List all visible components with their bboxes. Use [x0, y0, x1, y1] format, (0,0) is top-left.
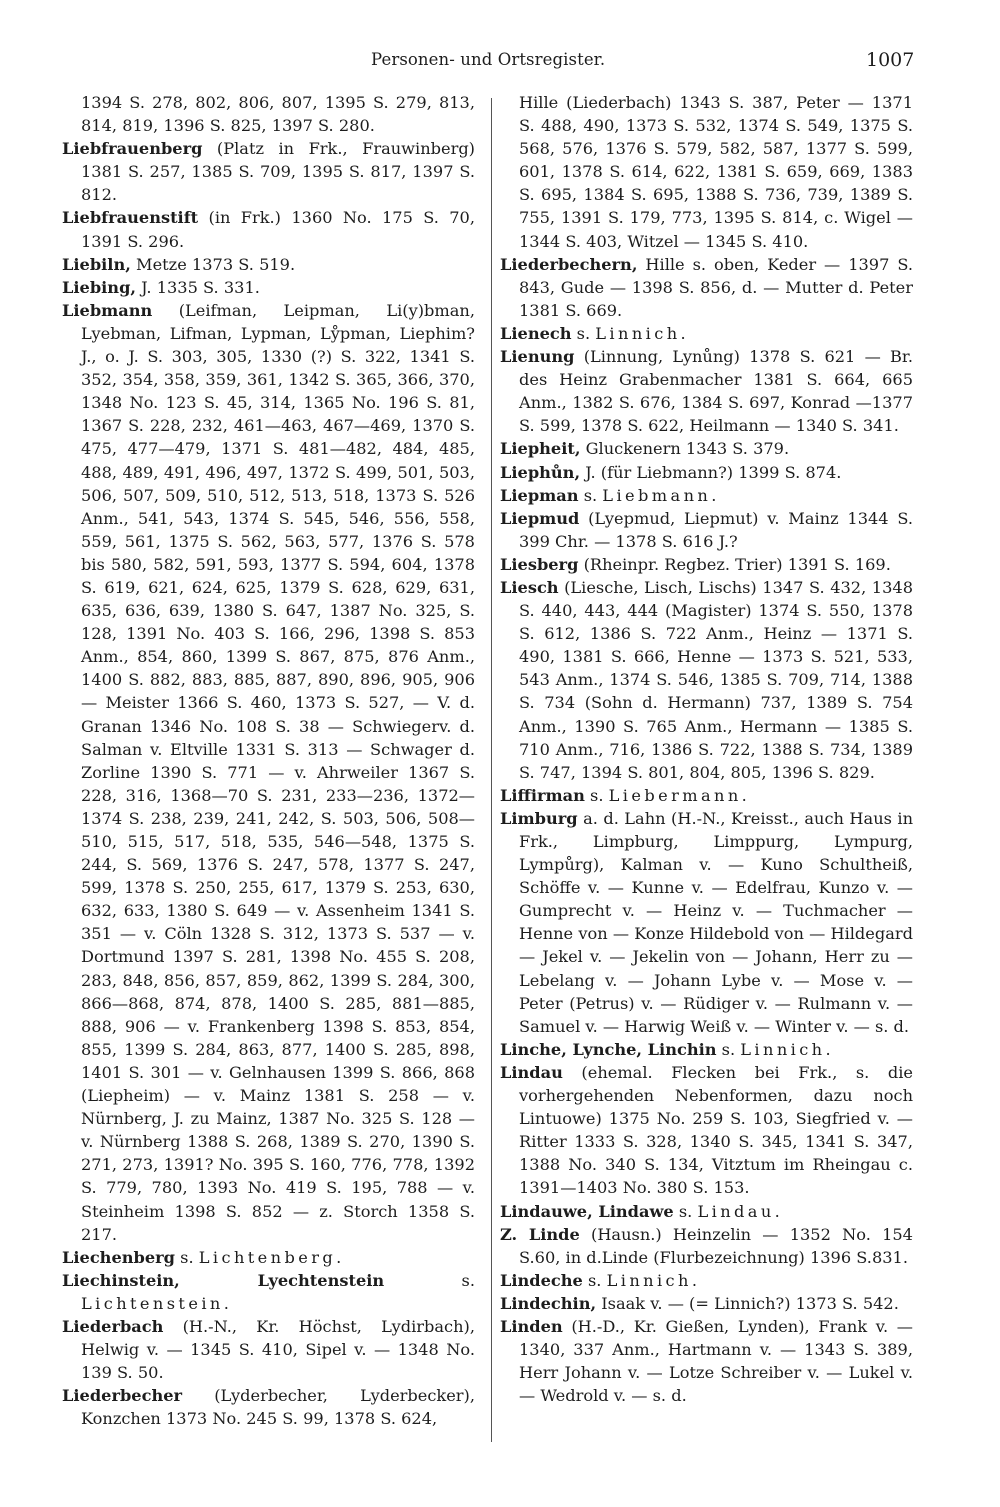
entry-headword: Limburg — [500, 808, 578, 828]
index-entry — [62, 1315, 475, 1384]
cross-reference: Linnich. — [595, 323, 690, 343]
entry-headword: Lindeche — [500, 1270, 583, 1290]
cross-reference: Liebermann. — [608, 785, 751, 805]
entry-text: s. — [571, 323, 596, 343]
entry-text: Hille s. oben, Keder — 1397 S. 843, Gude — 1398 S. 856, d. — Mutter d. Peter 1381 S. 669. — [519, 254, 913, 320]
index-entry — [62, 206, 475, 252]
entry-text: 1394 S. 278, 802, 806, 807, 1395 S. 279, 813, 814, 819, 1396 S. 825, 1397 S. 280. — [81, 93, 475, 136]
entry-text: (Liesche, Lisch, Lischs) 1347 S. 432, 1348 S. 440, 443, 444 (Magister) 1374 S. 550, 1378 S. 612, 1386 S. 722 Anm., Heinz — 1371 S. 490, 1381 S. 666, Henne — 1373 S. 521, 533, 543 Anm., 1374 S. 546, 1385 S. 709, 714, 1388 S. 734 (Sohn d. Hermann) 737, 1389 S. 754 Anm., 1390 S. 765 Anm., Hermann — 1385 S. 710 Anm., 716, 1386 S. 722, 1388 S. 734, 1389 S. 747, 1394 S. 801, 804, 805, 1396 S. 829. — [519, 577, 913, 782]
index-entry — [500, 1038, 913, 1061]
entry-headword: Liepman — [500, 485, 579, 505]
index-entry — [62, 299, 475, 1246]
cross-reference: Liebmann. — [602, 485, 720, 505]
index-entry — [500, 322, 913, 345]
index-entry — [62, 1269, 475, 1315]
entry-text: (Rheinpr. Regbez. Trier) 1391 S. 169. — [578, 554, 891, 574]
entry-headword: Liechenberg — [62, 1247, 175, 1267]
entry-text: (H.-N., Kr. Höchst, Lydirbach), Helwig v. — 1345 S. 410, Sipel v. — 1348 No. 139 S. 50. — [81, 1316, 475, 1383]
entry-text: J. 1335 S. 331. — [136, 277, 260, 297]
index-entry — [500, 1292, 913, 1315]
entry-text: Isaak v. — (= Linnich?) 1373 S. 542. — [596, 1293, 899, 1313]
page-number: 1007 — [866, 49, 915, 71]
entry-text: Hille (Liederbach) 1343 S. 387, Peter — 1371 S. 488, 490, 1373 S. 532, 1374 S. 549, 1375 S. 568, 576, 1376 S. 579, 582, 587, 1377 S. 599, 601, 1378 S. 614, 622, 1381 S. 659, 669, 1383 S. 695, 1384 S. 695, 1388 S. 736, 739, 1389 S. 755, 1391 S. 179, 773, 1395 S. 814, c. Wigel — 1344 S. 403, Witzel — 1345 S. 410. — [519, 93, 913, 251]
entry-text: (Lyderbecher, Lyderbecker), Konzchen 1373 No. 245 S. 99, 1378 S. 624, — [81, 1386, 475, 1429]
index-entry — [62, 253, 475, 276]
entry-text: (Lyepmud, Liepmut) v. Mainz 1344 S. 399 Chr. — 1378 S. 616 J.? — [519, 508, 913, 551]
entry-headword: Lienung — [500, 347, 575, 367]
index-entry — [62, 1246, 475, 1269]
cross-reference: Lichtenberg. — [198, 1247, 345, 1267]
entry-text: s. — [584, 785, 609, 805]
entry-text: s. — [175, 1247, 199, 1267]
column-divider — [491, 98, 492, 1442]
index-entry — [500, 507, 913, 553]
index-entry — [500, 1061, 913, 1200]
entry-text: s. — [582, 1270, 607, 1290]
index-entry — [500, 553, 913, 576]
entry-text: J. (für Liebmann?) 1399 S. 874. — [580, 462, 842, 482]
entry-text: a. d. Lahn (H.-N., Kreisst., auch Haus in Frk., Limpburg, Limppurg, Lympurg, Lympůrg), Kalman v. — Kuno Schultheiß, Schöffe v. — Kunne v. — Edelfrau, Kunzo v. — Gumprecht v. — Heinz v. — Tuchmacher — Henne von — Konze Hildebold von — Hildegard — Jekel v. — Jekelin von — Johann, Herr zu — Lebelang v. — Johann Lybe v. — Mose v. — Peter (Petrus) v. — Rüdiger v. — Rulmann v. — Samuel v. — Harwig Weiß v. — Winter v. — s. d. — [519, 808, 913, 1036]
entry-headword: Liebfrauenstift — [62, 208, 199, 228]
index-entry — [62, 276, 475, 299]
entry-text: Gluckenern 1343 S. 379. — [580, 439, 790, 459]
cross-reference: Lichtenstein. — [81, 1293, 233, 1313]
entry-text: (H.-D., Kr. Gießen, Lynden), Frank v. — 1340, 337 Anm., Hartmann v. — 1343 S. 389, Herr Johann v. — Lotze Schreiber v. — Lukel v. — Wedrold v. — s. d. — [519, 1316, 913, 1406]
entry-headword: Liepmud — [500, 508, 580, 528]
entry-text: (Platz in Frk., Frauwinberg) 1381 S. 257, 1385 S. 709, 1395 S. 817, 1397 S. 812. — [81, 139, 475, 205]
entry-headword: Linden — [500, 1316, 563, 1336]
entry-headword: Liebiln, — [62, 254, 131, 274]
cross-reference: Lindau. — [697, 1201, 784, 1221]
index-entry — [500, 461, 913, 484]
entry-headword: Liebing, — [62, 277, 137, 297]
left-column — [62, 91, 475, 1430]
index-entry — [500, 1200, 913, 1223]
index-entry — [62, 137, 475, 206]
entry-headword: Liepheit, — [500, 439, 581, 459]
index-entry — [500, 345, 913, 437]
index-entry — [500, 1223, 913, 1269]
entry-text: (Hausn.) Heinzelin — 1352 No. 154 S.60, in d.Linde (Flurbezeichnung) 1396 S.831. — [519, 1224, 913, 1267]
entry-text: (ehemal. Flecken bei Frk., s. die vorhergehenden Nebenformen, dazu noch Lintuowe) 1375 No. 259 S. 103, Siegfried v. — Ritter 1333 S. 328, 1340 S. 345, 1341 S. 347, 1388 No. 340 S. 134, Vitztum im Rheingau c. 1391—1403 No. 380 S. 153. — [519, 1062, 913, 1198]
entry-headword: Liederbechern, — [500, 254, 638, 274]
entry-headword: Liebfrauenberg — [62, 139, 203, 159]
entry-headword: Liffirman — [500, 785, 585, 805]
index-entry — [500, 484, 913, 507]
entry-text: s. — [716, 1039, 741, 1059]
entry-headword: Liederbach — [62, 1316, 164, 1336]
running-header: Personen- und Ortsregister. — [371, 50, 606, 69]
index-entry — [500, 253, 913, 322]
right-column — [500, 91, 913, 1407]
entry-headword: Liesch — [500, 577, 559, 597]
entry-headword: Linche, Lynche, Linchin — [500, 1039, 717, 1059]
entry-headword: Lindau — [500, 1062, 563, 1082]
entry-text: s. — [578, 485, 603, 505]
entry-text: (in Frk.) 1360 No. 175 S. 70, 1391 S. 296. — [81, 208, 475, 251]
index-entry — [500, 1269, 913, 1292]
index-entry — [500, 807, 913, 1038]
index-entry — [500, 437, 913, 460]
entry-headword: Liebmann — [62, 300, 153, 320]
entry-headword: Liesberg — [500, 554, 579, 574]
entry-headword: Z. Linde — [500, 1224, 580, 1244]
entry-text: s. — [673, 1201, 698, 1221]
index-entry — [500, 576, 913, 784]
entry-text: (Linnung, Lynůng) 1378 S. 621 — Br. des Heinz Grabenmacher 1381 S. 664, 665 Anm., 1382 S. 676, 1384 S. 697, Konrad —1377 S. 599, 1378 S. 622, Heilmann — 1340 S. 341. — [519, 347, 913, 436]
entry-headword: Lindechin, — [500, 1293, 597, 1313]
entry-text: s. — [384, 1270, 475, 1290]
entry-headword: Lindauwe, Lindawe — [500, 1201, 674, 1221]
entry-text: Metze 1373 S. 519. — [130, 254, 296, 274]
index-entry — [500, 91, 913, 253]
index-entry — [62, 1384, 475, 1430]
index-entry — [62, 91, 475, 137]
cross-reference: Linnich. — [606, 1270, 701, 1290]
entry-headword: Lienech — [500, 323, 572, 343]
entry-text: (Leifman, Leipman, Li(y)bman, Lyebman, Lifman, Lypman, Lẙpman, Liephim? J., o. J. S. 303, 305, 1330 (?) S. 322, 1341 S. 352, 354, 358, 359, 361, 1342 S. 365, 366, 370, 1348 No. 123 S. 45, 314, 1365 No. 196 S. 81, 1367 S. 228, 232, 461—463, 467—469, 1370 S. 475, 477—479, 1371 S. 481—482, 484, 485, 488, 489, 491, 496, 497, 1372 S. 499, 501, 503, 506, 507, 509, 510, 512, 513, 518, 1373 S. 526 Anm., 541, 543, 1374 S. 545, 546, 556, 558, 559, 561, 1375 S. 562, 563, 577, 1376 S. 578 bis 580, 582, 591, 593, 1377 S. 594, 604, 1378 S. 619, 621, 624, 625, 1379 S. 628, 629, 631, 635, 636, 639, 1380 S. 647, 1387 No. 325, S. 128, 1391 No. 403 S. 166, 296, 1398 S. 853 Anm., 854, 860, 1399 S. 867, 875, 876 Anm., 1400 S. 882, 883, 885, 887, 890, 896, 905, 906 — Meister 1366 S. 460, 1373 S. 527, — V. d. Granan 1346 No. 108 S. 38 — Schwiegerv. d. Salman v. Eltville 1331 S. 313 — Schwager d. Zorline 1390 S. 771 — v. Ahrweiler 1367 S. 228, 316, 1368—70 S. 231, 233—236, 1372—1374 S. 238, 239, 241, 242, S. 503, 506, 508—510, 515, 517, 518, 535, 546—548, 1375 S. 244, S. 569, 1376 S. 247, 578, 1377 S. 247, 599, 1378 S. 250, 255, 617, 1379 S. 253, 630, 632, 633, 1380 S. 649 — v. Assenheim 1341 S. 351 — v. Cöln 1328 S. 312, 1373 S. 537 — v. Dortmund 1397 S. 281, 1398 No. 455 S. 208, 283, 848, 856, 857, 859, 862, 1399 S. 284, 300, 866—868, 874, 878, 1400 S. 285, 881—885, 888, 906 — v. Frankenberg 1398 S. 853, 854, 855, 1399 S. 284, 863, 877, 1400 S. 285, 898, 1401 S. 301 — v. Gelnhausen 1399 S. 866, 868 (Liepheim) — v. Mainz 1381 S. 258 — v. Nürnberg, J. zu Mainz, 1387 No. 325 S. 128 — v. Nürnberg 1388 S. 268, 1389 S. 270, 1390 S. 271, 273, 1391? No. 395 S. 160, 776, 778, 1392 S. 779, 780, 1393 No. 419 S. 195, 788 — v. Steinheim 1398 S. 852 — z. Storch 1358 S. 217. — [81, 300, 475, 1244]
entry-headword: Liephůn, — [500, 462, 581, 482]
index-entry — [500, 1315, 913, 1407]
entry-headword: Liechinstein, Lyechtenstein — [62, 1270, 385, 1290]
cross-reference: Linnich. — [740, 1039, 835, 1059]
index-entry — [500, 784, 913, 807]
entry-headword: Liederbecher — [62, 1386, 183, 1406]
